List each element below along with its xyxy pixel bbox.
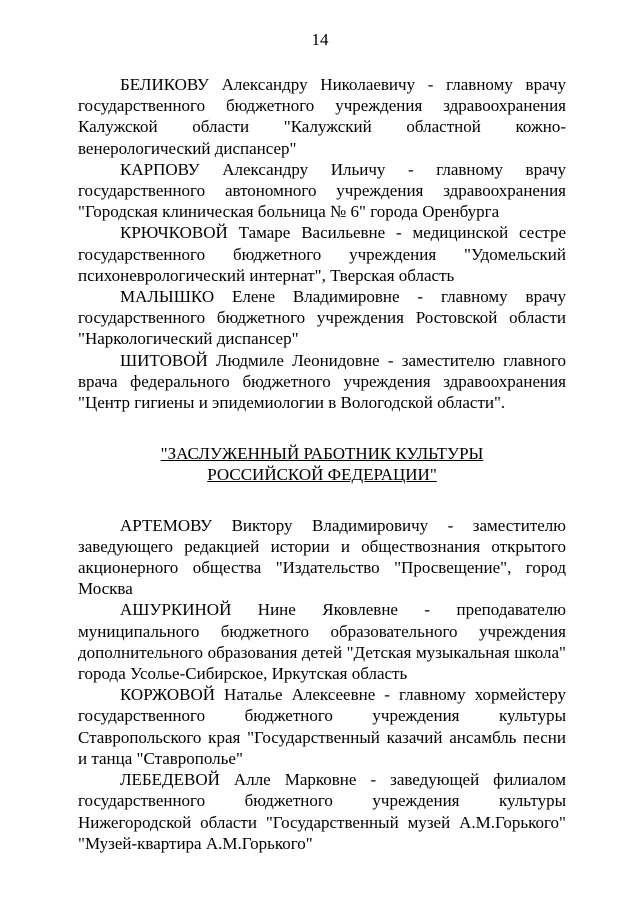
- page-number: 14: [311, 30, 329, 49]
- award-entry-ashurkina: АШУРКИНОЙ Нине Яковлевне - преподавателю муниципального бюджетного образовательного учреждения дополнительного образования детей "Детская музыкальная школа" города Усолье-Сибирское, Иркутская область: [78, 600, 566, 684]
- award-entry-malyshko: МАЛЫШКО Елене Владимировне - главному врачу государственного бюджетного учреждения Ростовской области "Наркологический диспансер": [78, 287, 566, 349]
- award-entry-belikov: БЕЛИКОВУ Александру Николаевичу - главному врачу государственного бюджетного учреждения здравоохранения Калужской области "Калужский областной кожно-венерологический диспансер": [78, 75, 566, 158]
- document-body: [78, 74, 566, 854]
- award-entry-karpov: КАРПОВУ Александру Ильичу - главному врачу государственного автономного учреждения здравоохранения "Городская клиническая больница № 6" города Оренбурга: [78, 159, 566, 222]
- award-entry-kryuchkova: КРЮЧКОВОЙ Тамаре Васильевне - медицинской сестре государственного бюджетного учреждения "Удомельский психоневрологический интернат", Тверская область: [78, 223, 566, 285]
- section-heading: [78, 443, 566, 485]
- award-entry-artemov: АРТЕМОВУ Виктору Владимировичу - заместителю заведующего редакцией истории и обществознания открытого акционерного общества "Издательство "Просвещение", город Москва: [78, 515, 566, 599]
- section-heading-line-2: РОССИЙСКОЙ ФЕДЕРАЦИИ": [207, 465, 437, 485]
- award-entry-korzhova: КОРЖОВОЙ Наталье Алексеевне - главному хормейстеру государственного бюджетного учреждения культуры Ставропольского края "Государственный казачий ансамбль песни и танца "Ставрополье": [78, 685, 566, 768]
- award-entry-lebedeva: ЛЕБЕДЕВОЙ Алле Марковне - заведующей филиалом государственного бюджетного учреждения культуры Нижегородской области "Государственный музей А.М.Горького" "Музей-квартира А.М.Горького": [78, 770, 566, 853]
- section-heading-line-1: "ЗАСЛУЖЕННЫЙ РАБОТНИК КУЛЬТУРЫ: [160, 444, 484, 464]
- award-entry-shitova: ШИТОВОЙ Людмиле Леонидовне - заместителю главного врача федерального бюджетного учреждения здравоохранения "Центр гигиены и эпидемиологии в Вологодской области".: [78, 350, 566, 413]
